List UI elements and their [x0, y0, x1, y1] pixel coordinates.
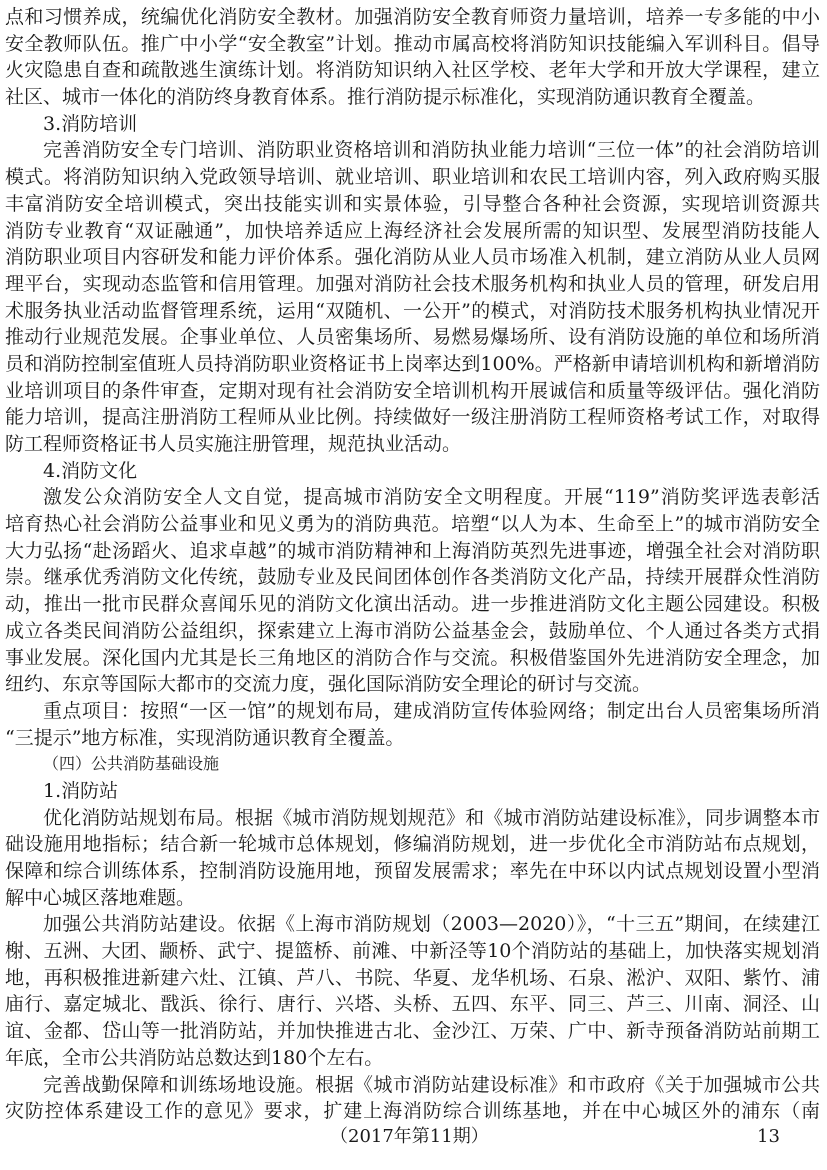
- text-line: 业培训项目的条件审查，定期对现有社会消防安全培训机构开展诚信和质量等级评估。强化消防: [5, 379, 820, 402]
- text-line: 庙行、嘉定城北、戬浜、徐行、唐行、兴塔、头桥、五四、东平、同三、芦三、川南、洞泾、山: [5, 993, 820, 1016]
- text-line: 地，再积极推进新建六灶、江镇、芦八、书院、华夏、龙华机场、石泉、淞沪、双阳、紫竹、浦: [5, 966, 820, 989]
- section-heading: 3.消防培训: [43, 112, 138, 135]
- text-line: 安全教师队伍。推广中小学“安全教室”计划。推动市属高校将消防知识技能编入军训科目。倡导: [5, 32, 820, 55]
- text-line: 崇。继承优秀消防文化传统，鼓励专业及民间团体创作各类消防文化产品，持续开展群众性消防: [5, 566, 820, 589]
- text-line: 动，推出一批市民群众喜闻乐见的消防文化演出活动。进一步推进消防文化主题公园建设。积极: [5, 593, 820, 616]
- text-line: 火灾隐患自查和疏散逃生演练计划。将消防知识纳入社区学校、老年大学和开放大学课程，建立: [5, 59, 820, 82]
- document-body: [5, 4, 820, 1125]
- text-line: 培育热心社会消防公益事业和见义勇为的消防典范。培塑“以人为本、生命至上”的城市消防安全: [5, 513, 820, 536]
- text-line: 解中心城区落地难题。: [5, 886, 196, 909]
- text-line: 础设施用地指标；结合新一轮城市总体规划，修编消防规划，进一步优化全市消防站布点规划，: [5, 833, 820, 856]
- text-line: 点和习惯养成，统编优化消防安全教材。加强消防安全教育师资力量培训，培养一专多能的中小: [5, 6, 820, 28]
- text-line: 纽约、东京等国际大都市的交流力度，强化国际消防安全理论的研讨与交流。: [5, 673, 652, 696]
- text-line: 成立各类民间消防公益组织，探索建立上海市消防公益基金会，鼓励单位、个人通过各类方式捐: [5, 619, 820, 642]
- text-line: 激发公众消防安全人文自觉，提高城市消防安全文明程度。开展“119”消防奖评选表彰活: [43, 486, 820, 509]
- text-line: 大力弘扬“赴汤蹈火、追求卓越”的城市消防精神和上海消防英烈先进事迹，增强全社会对消防职: [5, 539, 820, 562]
- section-heading: 1.消防站: [43, 779, 119, 802]
- text-line: “三提示”地方标准，实现消防通识教育全覆盖。: [5, 726, 405, 749]
- text-line: 优化消防站规划布局。根据《城市消防规划规范》和《城市消防站建设标准》，同步调整本市: [43, 806, 820, 829]
- page-footer: [0, 1124, 827, 1150]
- text-line: 灾防控体系建设工作的意见》要求，扩建上海消防综合训练基地，并在中心城区外的浦东（南: [5, 1100, 820, 1123]
- text-line: 社区、城市一体化的消防终身教育体系。推行消防提示标准化，实现消防通识教育全覆盖。: [5, 86, 766, 109]
- text-line: 丰富消防安全培训模式，突出技能实训和实景体验，引导整合各种社会资源，实现培训资源共: [5, 192, 820, 215]
- page-number: 13: [757, 1126, 780, 1147]
- text-line: 消防专业教育“双证融通”，加快培养适应上海经济社会发展所需的知识型、发展型消防技能人: [5, 219, 820, 242]
- text-line: 能力培训，提高注册消防工程师从业比例。持续做好一级注册消防工程师资格考试工作，对取得: [5, 406, 820, 429]
- text-line: 理平台，实现动态监管和信用管理。加强对消防社会技术服务机构和执业人员的管理，研发启用: [5, 272, 820, 295]
- text-line: 防工程师资格证书人员实施注册管理，规范执业活动。: [5, 433, 462, 455]
- text-line: 事业发展。深化国内尤其是长三角地区的消防合作与交流。积极借鉴国外先进消防安全理念，加: [5, 646, 820, 669]
- text-line: 保障和综合训练体系，控制消防设施用地，预留发展需求；率先在中环以内试点规划设置小型消: [5, 860, 820, 882]
- text-line: 榭、五洲、大团、颛桥、武宁、提篮桥、前滩、中新泾等10个消防站的基础上，加快落实规划消: [5, 940, 820, 963]
- text-line: 重点项目：按照“一区一馆”的规划布局，建成消防宣传体验网络；制定出台人员密集场所消: [43, 699, 820, 722]
- text-line: 谊、金都、岱山等一批消防站，并加快推进古北、金沙江、万荣、广中、新寺预备消防站前期工: [5, 1020, 820, 1043]
- text-line: 员和消防控制室值班人员持消防职业资格证书上岗率达到100%。严格新申请培训机构和新增消防: [5, 352, 820, 375]
- issue-label: （2017年第11期）: [330, 1126, 489, 1147]
- text-line: 术服务执业活动监督管理系统，运用“双随机、一公开”的模式，对消防技术服务机构执业情况开: [5, 299, 820, 322]
- text-line: 模式。将消防知识纳入党政领导培训、就业培训、职业培训和农民工培训内容，列入政府购买服: [5, 166, 820, 189]
- text-line: 消防职业项目内容研发和能力评价体系。强化消防从业人员市场准入机制，建立消防从业人员网: [5, 246, 820, 269]
- text-line: 推动行业规范发展。企事业单位、人员密集场所、易燃易爆场所、设有消防设施的单位和场所消: [5, 326, 820, 349]
- chapter-heading: （四）公共消防基础设施: [43, 754, 220, 774]
- text-line: 年底，全市公共消防站总数达到180个左右。: [5, 1046, 384, 1069]
- text-line: 完善消防安全专门培训、消防职业资格培训和消防执业能力培训“三位一体”的社会消防培训: [43, 139, 820, 162]
- text-line: 加强公共消防站建设。依据《上海市消防规划（2003—2020）》，“十三五”期间，在续建江: [43, 913, 820, 936]
- section-heading: 4.消防文化: [43, 459, 138, 482]
- text-line: 完善战勤保障和训练场地设施。根据《城市消防站建设标准》和市政府《关于加强城市公共: [43, 1073, 820, 1096]
